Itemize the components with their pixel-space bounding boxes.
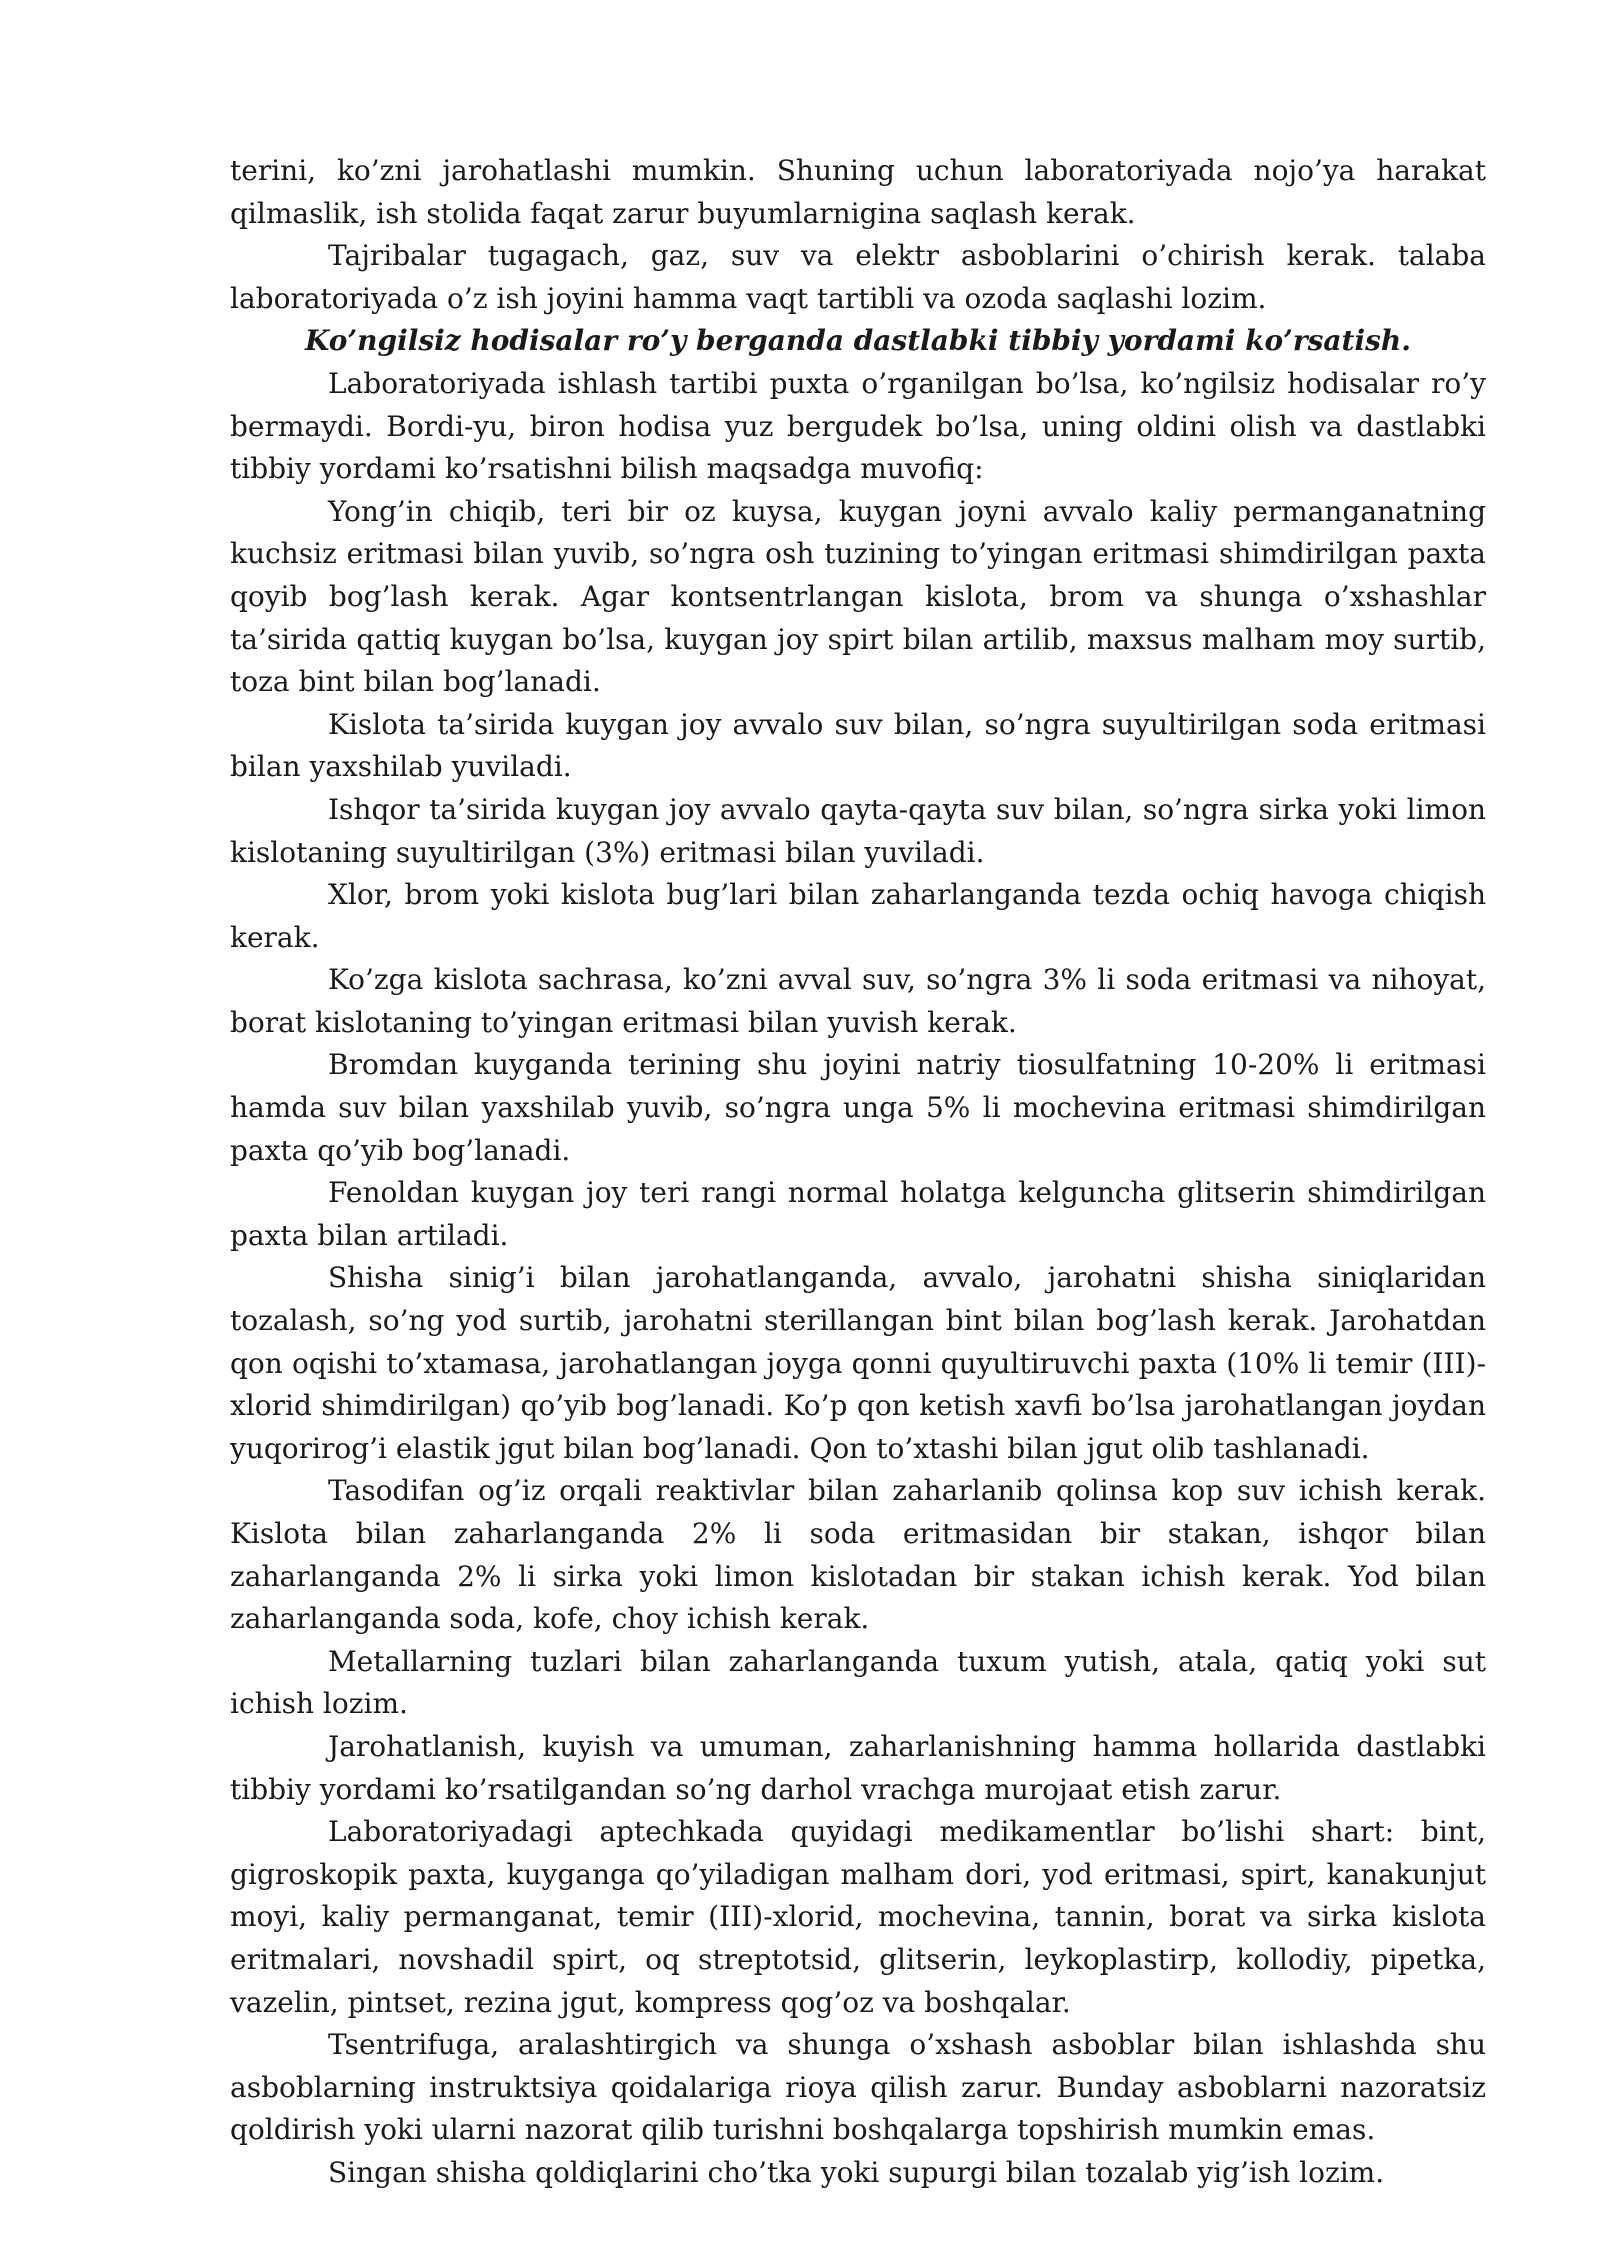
paragraph: Metallarning tuzlari bilan zaharlanganda tuxum yutish, atala, qatiq yoki sut ichish lozim. <box>230 1644 1486 1721</box>
paragraph: Ishqor ta’sirida kuygan joy avvalo qayta-qayta suv bilan, so’ngra sirka yoki limon kislotaning suyultirilgan (3%) eritmasi bilan yuviladi. <box>230 792 1486 869</box>
paragraph: Bromdan kuyganda terining shu joyini natriy tiosulfatning 10-20% li eritmasi hamda suv bilan yaxshilab yuvib, so’ngra unga 5% li mochevina eritmasi shimdirilgan paxta qo’yib bog’lanadi. <box>230 1048 1486 1167</box>
paragraph: Ko’zga kislota sachrasa, ko’zni avval suv, so’ngra 3% li soda eritmasi va nihoyat, borat kislotaning to’yingan eritmasi bilan yuvish kerak. <box>230 963 1486 1039</box>
paragraph: Tsentrifuga, aralashtirgich va shunga o’xshash asboblar bilan ishlashda shu asboblarning instruktsiya qoidalariga rioya qilish zarur. Bunday asboblarni nazoratsiz qoldirish yoki ularni nazorat qilib turishni boshqalarga topshirish mumkin emas. <box>230 2028 1486 2147</box>
paragraph: Singan shisha qoldiqlarini cho’tka yoki supurgi bilan tozalab yig’ish lozim. <box>328 2155 1385 2189</box>
paragraph: Laboratoriyadagi aptechkada quyidagi medikamentlar bo’lishi shart: bint, gigroskopik paxta, kuyganga qo’yiladigan malham dori, yod eritmasi, spirt, kanakunjut moyi, kaliy permanganat, temir (III)-xlorid, mochevina, tannin, borat va sirka kislota eritmalari, novshadil spirt, oq streptotsid, glitserin, leykoplastirp, kollodiy, pipetka, vazelin, pintset, rezina jgut, kompress qog’oz va boshqalar. <box>230 1815 1486 2019</box>
paragraph: Fenoldan kuygan joy teri rangi normal holatga kelguncha glitserin shimdirilgan paxta bilan artiladi. <box>230 1176 1486 1252</box>
paragraph-continuation: terini, ko’zni jarohatlashi mumkin. Shuning uchun laboratoriyada nojo’ya harakat qilmaslik, ish stolida faqat zarur buyumlarnigina saqlash kerak. <box>230 154 1486 230</box>
paragraph: Laboratoriyada ishlash tartibi puxta o’rganilgan bo’lsa, ko’ngilsiz hodisalar ro’y bermaydi. Bordi-yu, biron hodisa yuz bergudek bo’lsa, uning oldini olish va dastlabki tibbiy yordami ko’rsatishni bilish maqsadga muvofiq: <box>230 366 1486 486</box>
paragraph: Kislota ta’sirida kuygan joy avvalo suv bilan, so’ngra suyultirilgan soda eritmasi bilan yaxshilab yuviladi. <box>230 707 1486 784</box>
document-page <box>230 150 1486 2195</box>
paragraph: Jarohatlanish, kuyish va umuman, zaharlanishning hamma hollarida dastlabki tibbiy yordami ko’rsatilgandan so’ng darhol vrachga murojaat etish zarur. <box>230 1729 1486 1806</box>
section-heading: Ko’ngilsiz hodisalar ro’y berganda dastlabki tibbiy yordami ko’rsatish. <box>304 324 1411 358</box>
paragraph: Xlor, brom yoki kislota bug’lari bilan zaharlanganda tezda ochiq havoga chiqish kerak. <box>230 878 1486 954</box>
paragraph: Yong’in chiqib, teri bir oz kuysa, kuygan joyni avvalo kaliy permanganatning kuchsiz eritmasi bilan yuvib, so’ngra osh tuzining to’yingan eritmasi shimdirilgan paxta qoyib bog’lash kerak. Agar kontsentrlangan kislota, brom va shunga o’xshashlar ta’sirida qattiq kuygan bo’lsa, kuygan joy spirt bilan artilib, maxsus malham moy surtib, toza bint bilan bog’lanadi. <box>230 494 1486 699</box>
paragraph: Shisha sinig’i bilan jarohatlanganda, avvalo, jarohatni shisha siniqlaridan tozalash, so’ng yod surtib, jarohatni sterillangan bint bilan bog’lash kerak. Jarohatdan qon oqishi to’xtamasa, jarohatlangan joyga qonni quyultiruvchi paxta (10% li temir (III)-xlorid shimdirilgan) qo’yib bog’lanadi. Ko’p qon ketish xavfi bo’lsa jarohatlangan joydan yuqorirog’i elastik jgut bilan bog’lanadi. Qon to’xtashi bilan jgut olib tashlanadi. <box>230 1261 1486 1465</box>
paragraph: Tajribalar tugagach, gaz, suv va elektr asboblarini o’chirish kerak. talaba laboratoriyada o’z ish joyini hamma vaqt tartibli va ozoda saqlashi lozim. <box>230 239 1486 315</box>
paragraph: Tasodifan og’iz orqali reaktivlar bilan zaharlanib qolinsa kop suv ichish kerak. Kislota bilan zaharlanganda 2% li soda eritmasidan bir stakan, ishqor bilan zaharlanganda 2% li sirka yoki limon kislotadan bir stakan ichish kerak. Yod bilan zaharlanganda soda, kofe, choy ichish kerak. <box>230 1474 1486 1636</box>
